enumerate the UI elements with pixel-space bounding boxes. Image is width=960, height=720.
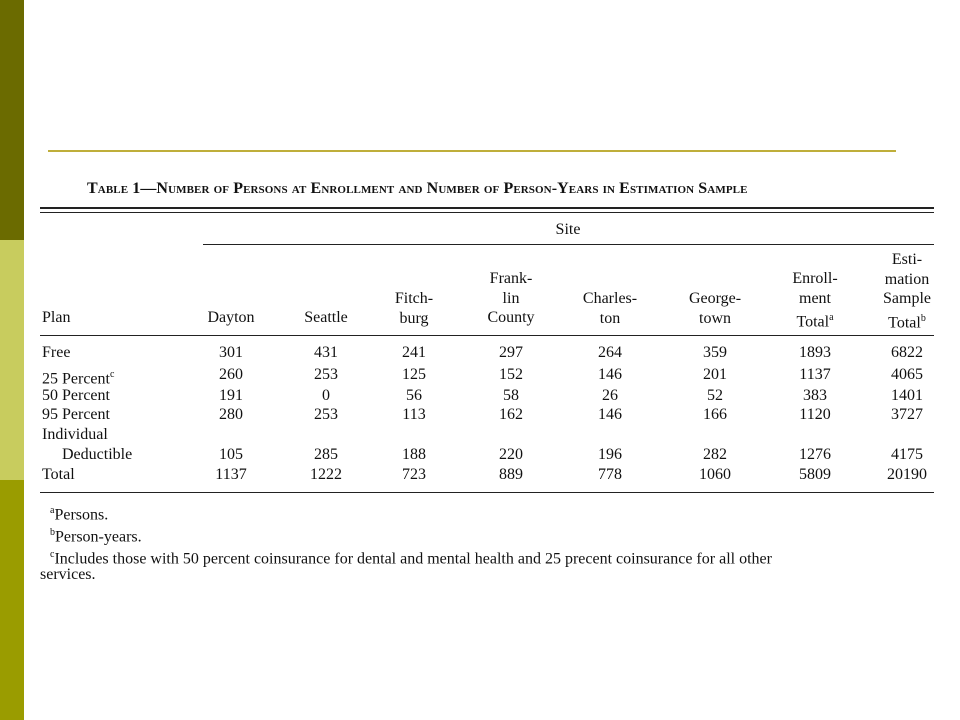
cell-estimation-sample-total: 3727 (891, 406, 923, 423)
cell-seattle: 285 (314, 446, 338, 463)
header-franklin-line2: lin (502, 289, 520, 307)
cell-fitchburg: 113 (402, 406, 426, 423)
row-label-text: Individual (42, 426, 108, 443)
header-charleston-line1: Charles- (582, 290, 638, 307)
cell-charleston: 778 (598, 466, 622, 483)
header-georgetown-line1: George- (688, 290, 742, 307)
cell-enrollment-total: 1893 (799, 344, 831, 361)
sidebar-stripe-light (0, 240, 24, 480)
footnote-b (50, 523, 142, 547)
cell-estimation-sample-total: 4175 (891, 446, 923, 463)
header-georgetown (676, 289, 754, 328)
cell-fitchburg: 125 (402, 366, 426, 383)
header-fitchburg-line2: burg (399, 309, 429, 327)
cell-enrollment-total: 383 (803, 387, 827, 404)
cell-estimation-sample-total: 4065 (891, 366, 923, 383)
title-divider-line (48, 150, 896, 152)
footnote-text: Includes those with 50 percent coinsurance for dental and mental health and 25 precent coinsurance for all other (54, 550, 772, 568)
cell-seattle: 431 (314, 344, 338, 361)
cell-fitchburg: 56 (406, 387, 422, 404)
header-plan: Plan (42, 309, 71, 326)
table-caption: Table 1—Number of Persons at Enrollment and Number of Person-Years in Estimation Sample (87, 180, 748, 197)
cell-georgetown: 201 (703, 366, 727, 383)
table-top-rule-thin (40, 212, 934, 213)
footnote-marker: c (109, 369, 115, 380)
cell-georgetown: 166 (703, 406, 727, 423)
cell-seattle: 253 (314, 406, 338, 423)
cell-franklin-county: 162 (499, 406, 523, 423)
row-label (42, 405, 110, 425)
site-group-header: Site (555, 221, 581, 238)
header-franklin-county (474, 269, 548, 328)
cell-enrollment-total: 1120 (799, 406, 831, 423)
cell-dayton: 191 (219, 387, 243, 404)
cell-enrollment-total: 5809 (799, 466, 831, 483)
row-label-text: 95 Percent (42, 406, 110, 423)
footnote-c (50, 545, 940, 569)
footnote-a (50, 501, 108, 525)
cell-fitchburg: 188 (402, 446, 426, 463)
footnote-text: Persons. (54, 506, 109, 524)
row-label (42, 386, 110, 406)
footnote-marker: b (920, 312, 926, 324)
cell-georgetown: 282 (703, 446, 727, 463)
row-label (42, 425, 108, 445)
cell-seattle: 253 (314, 366, 338, 383)
header-estimation-total-text: Total (888, 313, 921, 331)
cell-franklin-county: 58 (503, 387, 519, 404)
site-group-rule (203, 244, 934, 245)
header-enrollment-line3 (772, 308, 858, 332)
sidebar-stripe-dark (0, 0, 24, 240)
cell-estimation-sample-total: 20190 (887, 466, 927, 483)
cell-charleston: 196 (598, 446, 622, 463)
row-label (42, 465, 75, 485)
cell-dayton: 301 (219, 344, 243, 361)
header-dayton: Dayton (207, 309, 255, 326)
cell-charleston: 26 (602, 387, 618, 404)
row-label-text: Free (42, 344, 71, 361)
header-fitchburg (384, 289, 444, 328)
footnote-text: Person-years. (55, 528, 142, 546)
cell-charleston: 146 (598, 406, 622, 423)
cell-enrollment-total: 1137 (799, 366, 831, 383)
cell-georgetown: 1060 (699, 466, 731, 483)
cell-fitchburg: 723 (402, 466, 426, 483)
row-label-text: 25 Percent (42, 370, 110, 388)
cell-georgetown: 52 (707, 387, 723, 404)
table-bottom-rule (40, 492, 934, 493)
row-label-text: Total (42, 466, 75, 483)
row-label (62, 445, 132, 465)
cell-seattle: 1222 (310, 466, 342, 483)
header-estimation-line1: Esti- (891, 251, 923, 268)
header-franklin-line1: Frank- (489, 270, 533, 287)
sidebar-stripe-olive (0, 480, 24, 720)
header-charleston (570, 289, 650, 328)
header-charleston-line2: ton (599, 309, 621, 327)
cell-franklin-county: 152 (499, 366, 523, 383)
header-georgetown-line2: town (699, 309, 731, 327)
cell-georgetown: 359 (703, 344, 727, 361)
cell-estimation-sample-total: 6822 (891, 344, 923, 361)
cell-dayton: 1137 (215, 466, 247, 483)
cell-seattle: 0 (322, 387, 330, 404)
header-estimation-sample-total (866, 250, 948, 332)
cell-fitchburg: 241 (402, 344, 426, 361)
header-franklin-line3: County (487, 309, 535, 326)
cell-dayton: 105 (219, 446, 243, 463)
table-top-rule (40, 207, 934, 209)
cell-franklin-county: 220 (499, 446, 523, 463)
footnote-marker: a (829, 312, 834, 323)
header-fitchburg-line1: Fitch- (394, 290, 434, 307)
row-label (42, 343, 70, 363)
header-estimation-line3: Sample (883, 290, 931, 307)
table-header-rule (40, 335, 934, 336)
header-estimation-line2: mation (884, 270, 930, 288)
row-label-text: 50 Percent (42, 387, 110, 404)
footnote-marker: c (50, 549, 55, 560)
header-enrollment-total-text: Total (796, 313, 830, 331)
row-label-text: Deductible (62, 446, 133, 463)
cell-dayton: 260 (219, 366, 243, 383)
cell-dayton: 280 (219, 406, 243, 423)
footnote-c-continued: services. (40, 566, 96, 583)
header-estimation-line4 (866, 309, 948, 333)
footnote-marker: a (50, 505, 55, 516)
cell-charleston: 146 (598, 366, 622, 383)
cell-franklin-county: 889 (499, 466, 523, 483)
header-seattle: Seattle (304, 309, 348, 326)
cell-charleston: 264 (598, 344, 622, 361)
header-enrollment-line1: Enroll- (792, 270, 838, 287)
cell-estimation-sample-total: 1401 (891, 387, 923, 404)
header-enrollment-line2: ment (799, 289, 831, 307)
footnote-marker: b (50, 527, 55, 538)
cell-enrollment-total: 1276 (799, 446, 831, 463)
header-enrollment-total (772, 269, 858, 332)
cell-franklin-county: 297 (499, 344, 523, 361)
